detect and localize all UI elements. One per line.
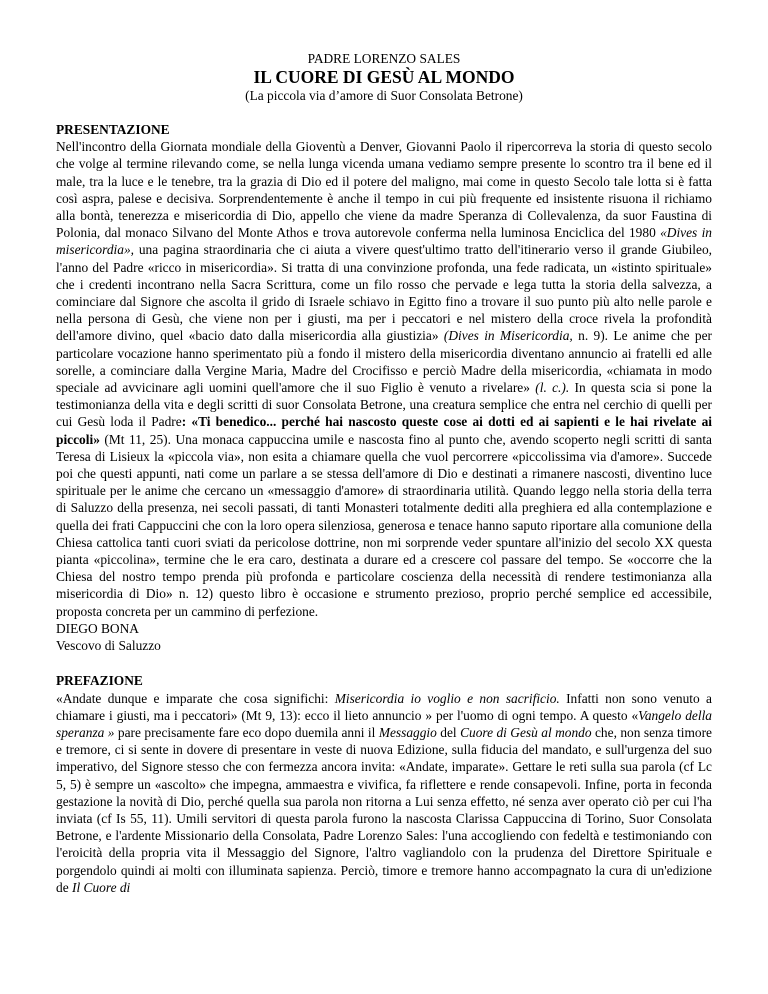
prefazione-paragraph bbox=[56, 690, 712, 896]
text-span: Infatti non sono venuto a chiamare i giusti, ma i peccatori» (Mt 9, 13): ecco il lieto annuncio » per l'uomo di ogni tempo. A questo « bbox=[56, 690, 712, 723]
text-span: che, non senza timore e tremore, ci si sente in dovere di presentare in veste di nuova Edizione, sulla fiducia del mandato, e sull'urgenza del suo imperativo, del Signore stesso che con fermezza ancora invita: «Andate, imparate». Gettare le reti sulla sua parola (cf Lc 5, 5) è sempre un «ascolto» che impegna, ammaestra e vivifica, fa riflettere e rende consapevoli. Infine, porta in feconda gestazione la novità di Dio, perché quella sua parola non ritorna a Lui senza effetto, né senza aver operato ciò per cui l'ha inviata (cf Is 55, 11). Umili servitori di questa parola furono la nascosta Clarissa Cappuccina di Torino, Suor Consolata Betrone, e l'ardente Missionario della Consolata, Padre Lorenzo Sales: l'una accogliendo con fedeltà e testimoniando con l'eroicità della propria vita il Messaggio del Signore, l'altro vagliandolo con la prudenza del Direttore Spirituale e porgendolo quindi ai molti con illuminata sapienza. Perciò, timore e tremore hanno accompagnato la cura di un'edizione de bbox=[56, 724, 712, 895]
section-heading-prefazione: PREFAZIONE bbox=[56, 673, 143, 689]
italic-span: Messaggio bbox=[378, 724, 437, 740]
bold-span: : «Ti benedico... perché hai nascosto queste cose ai dotti ed ai sapienti e le hai rivelate ai piccoli» bbox=[56, 414, 712, 447]
signature-name: DIEGO BONA bbox=[56, 620, 139, 636]
document-header bbox=[56, 50, 712, 104]
text-span: «Andate dunque e imparate che cosa significhi: bbox=[56, 690, 335, 706]
document-title: IL CUORE DI GESÙ AL MONDO bbox=[253, 67, 515, 87]
text-span: del bbox=[436, 724, 461, 740]
section-heading-presentazione: PRESENTAZIONE bbox=[56, 122, 170, 137]
italic-span: Cuore di Gesù al mondo bbox=[460, 724, 592, 740]
italic-span: «Dives in misericordia», bbox=[56, 225, 712, 258]
italic-span: (Dives in Misericordia, bbox=[443, 328, 573, 344]
presentazione-paragraph bbox=[56, 138, 712, 620]
text-span: (Mt 11, 25). Una monaca cappuccina umile e nascosta fino al punto che, avendo scoperto negli scritti di santa Teresa di Lisieux la «piccola via», non esita a chiamare quella che vuol percorrere «piccolissima via d'amore». Succede poi che questi appunti, nati come un parlare a se stessa dell'amore di Dio e destinati a rimanere nascosti, diventino luce spirituale per le anime che cercano un «messaggio d'amore» di straordinaria utilità. Quando leggo nella storia della terra di Saluzzo della presenza, nei secoli passati, di tanti Monasteri totalmente dediti alla preghiera ed alla contemplazione e quella dei frati Cappuccini che con la loro opera silenziosa, generosa e tenace hanno saputo riportare alla comunione della Chiesa cattolica tanti cuori sviati da pericolose dottrine, non mi sorprende veder spuntare all'inizio del secolo XX questa pianta «piccolina», termine che le era caro, destinata a durare ed a crescere col passare del tempo. Se «occorre che la Chiesa del nostro tempo prenda più profonda e particolare coscienza della necessità di rendere testimonianza alla misericordia di Dio» n. 12) questo libro è occasione e strumento prezioso, proprio perché semplice ed accessibile, proposta concreta per un cammino di perfezione. bbox=[56, 431, 712, 619]
text-span: In questa scia si pone la testimonianza della vita e degli scritti di suor Consolata Betrone, una creatura semplice che entra nel cerchio di quelli per cui Gesù loda il Padre bbox=[56, 380, 712, 430]
text-span: pare precisamente fare eco dopo duemila anni il bbox=[114, 724, 379, 740]
document-subtitle: (La piccola via d’amore di Suor Consolata Betrone) bbox=[245, 88, 523, 103]
text-span: Nell'incontro della Giornata mondiale della Gioventù a Denver, Giovanni Paolo il ripercorreva la storia di questo secolo che volge al termine rilevando come, se nella lunga vicenda umana vediamo sempre presente lo scontro tra il bene ed il male, tra la luce e le tenebre, tra la grazia di Dio ed il potere del maligno, mai come in questo Secolo tale lotta si è fatta così aspra, palese e decisiva. Sorprendentemente è anche il tempo in cui più frequente ed insistente risuona il richiamo alla bontà, tenerezza e misericordia di Dio, appello che viene da madre Speranza di Collevalenza, da suor Faustina di Polonia, dal monaco Silvano del Monte Athos e trova autorevole conferma nella luminosa Enciclica del 1980 bbox=[56, 139, 712, 241]
text-span: n. 9). Le anime che per particolare vocazione hanno sperimentato più a fondo il mistero della misericordia diventano annuncio ai fratelli ed alle sorelle, a cominciare dalla Vergine Maria, Madre del Crocifisso e perciò Madre della misericordia, «chiamata in modo speciale ad avvicinare agli uomini quell'amore che il suo Figlio è venuto a rivelare» bbox=[56, 328, 712, 396]
italic-span: Vangelo della speranza » bbox=[56, 707, 713, 740]
signature-role: Vescovo di Saluzzo bbox=[56, 638, 161, 654]
text-span: una pagina straordinaria che ci aiuta a vivere quest'ultimo tratto dell'itinerario verso il grande Giubileo, l'anno del Padre «ricco in misericordia». Si tratta di una convinzione profonda, una fede radicata, un «istinto spirituale» che i credenti incontrano nella Sacra Scrittura, come un filo rosso che pervade e lega tutta la storia della salvezza, a cominciare dal Signore che ascolta il grido di Israele schiavo in Egitto fino a trovare il suo punto più alto nelle parole e nella persona di Gesù, che viene non per i giusti, ma per i peccatori e nel mistero della croce rivela la profondità dell'amore divino, quel «bacio dato dalla misericordia alla giustizia» bbox=[56, 242, 712, 344]
italic-span: Il Cuore di bbox=[72, 879, 131, 895]
italic-span: (l. c.). bbox=[535, 380, 570, 396]
italic-span: Misericordia io voglio e non sacrificio. bbox=[334, 690, 560, 706]
document-page bbox=[56, 50, 712, 896]
author-name: PADRE LORENZO SALES bbox=[307, 51, 461, 66]
